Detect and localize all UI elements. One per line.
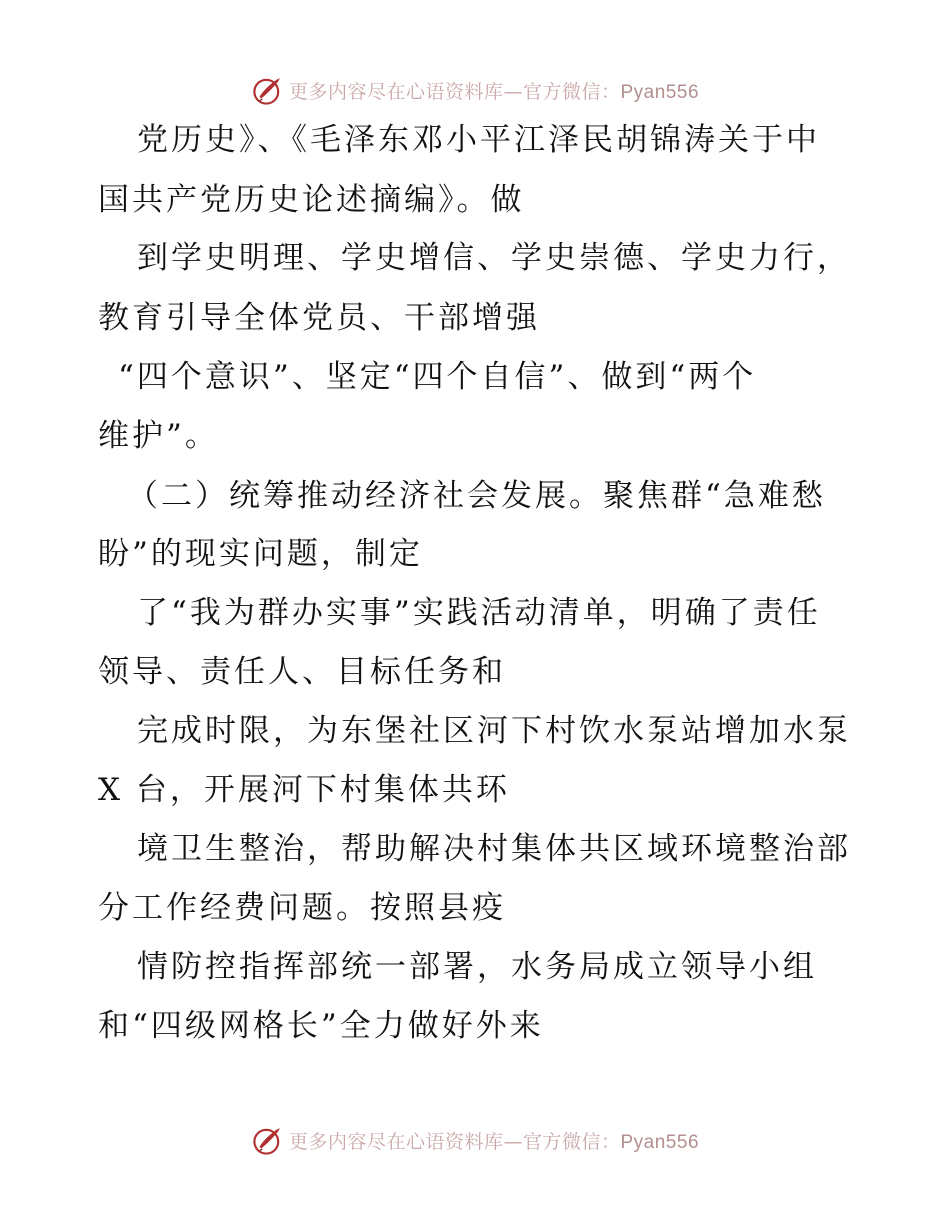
body-line: 分工作经费问题。按照县疫 [98, 890, 506, 926]
pen-logo-icon [251, 1123, 285, 1157]
footer-watermark-text [289, 1127, 699, 1154]
body-line: 情防控指挥部统一部署，水务局成立领导小组 [137, 949, 817, 985]
body-line: 盼”的现实问题，制定 [98, 536, 423, 572]
body-line: 和“四级网格长”全力做好外来 [98, 1008, 544, 1044]
body-line: 教育引导全体党员、干部增强 [98, 300, 540, 336]
body-line: 到学史明理、学史增信、学史崇德、学史力行， [137, 240, 851, 276]
body-line: 完成时限，为东堡社区河下村饮水泵站增加水泵 [137, 713, 851, 749]
header-watermark-text [289, 77, 699, 104]
body-line: 领导、责任人、目标任务和 [98, 654, 506, 690]
body-line: （二）统筹推动经济社会发展。聚焦群“急难愁 [127, 478, 826, 514]
body-line: 党历史》、《毛泽东邓小平江泽民胡锦涛关于中 [137, 122, 820, 158]
header-watermark-id: Pyan556 [620, 81, 700, 103]
header-watermark [0, 70, 950, 110]
pen-logo-icon [251, 73, 285, 107]
header-watermark-label: 更多内容尽在心语资料库—官方微信： [288, 80, 621, 103]
body-line: 了“我为群办实事”实践活动清单，明确了责任 [137, 595, 821, 631]
body-line: 维护”。 [98, 418, 219, 454]
body-line: 境卫生整治，帮助解决村集体共区域环境整治部 [137, 831, 851, 867]
footer-watermark-label: 更多内容尽在心语资料库—官方微信： [288, 1130, 621, 1153]
body-line: “四个意识”、坚定“四个自信”、做到“两个 [118, 359, 757, 395]
body-line: X 台，开展河下村集体共环 [98, 772, 510, 808]
body-line: 国共产党历史论述摘编》。做 [98, 182, 525, 218]
footer-watermark-id: Pyan556 [620, 1131, 700, 1153]
footer-watermark [0, 1120, 950, 1160]
